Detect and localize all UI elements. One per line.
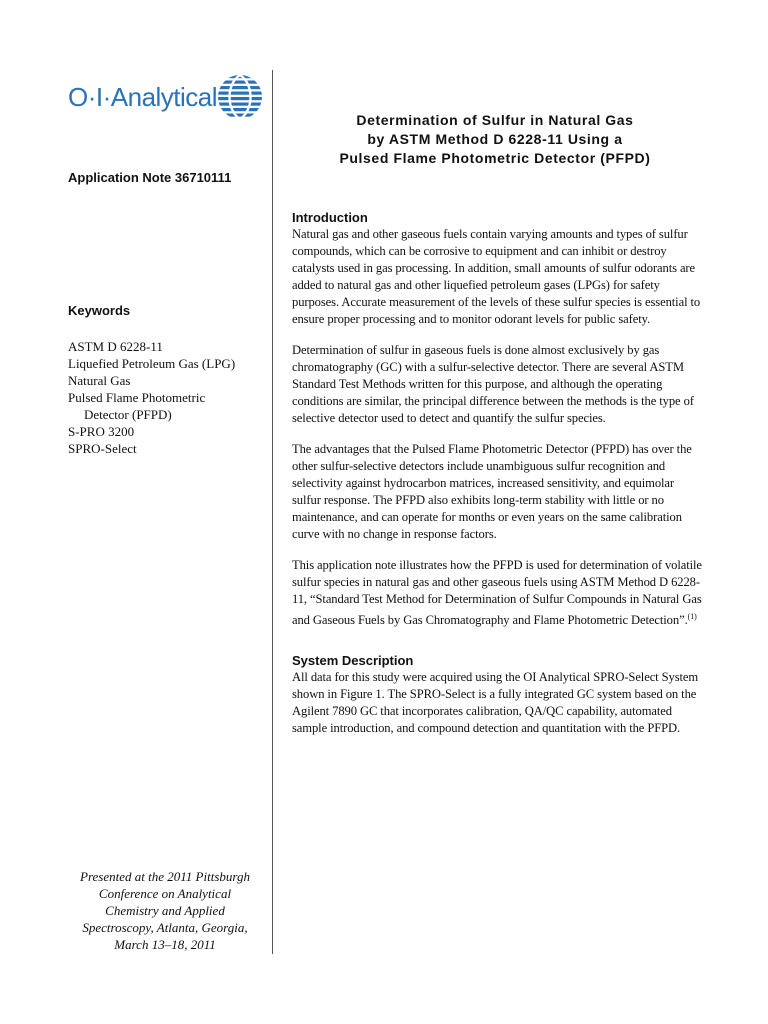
presentation-line: Chemistry and Applied [105,903,225,918]
keyword-item: Detector (PFPD) [84,407,172,422]
intro-paragraph-4 [292,557,704,629]
keyword-item: S-PRO 3200 [68,424,135,439]
intro-paragraph-2: Determination of sulfur in gaseous fuels is done almost exclusively by gas chromatography (GC) with a sulfur-selective detector. There are several ASTM Standard Test Methods written for this purpose, and although the operating conditions are similar, the principal difference between the methods is the type of selective detector used to detect and quantify the sulfur species. [292,343,694,425]
title-line: Determination of Sulfur in Natural Gas [356,112,634,128]
company-logo [68,70,268,124]
presentation-line: Presented at the 2011 Pittsburgh [80,869,250,884]
keywords-list [68,338,235,457]
intro-paragraph-4-text: This application note illustrates how the PFPD is used for determination of volatile sulfur species in natural gas and other gaseous fuels using ASTM Method D 6228-11, “Standard Test Method for Determination of Sulfur Compounds in Natural Gas and Gaseous Fuels by Gas Chromatography and Flame Photometric Detection”. [292,558,702,628]
presentation-note [62,868,268,953]
reference-marker: (1) [687,612,697,621]
system-paragraph-1: All data for this study were acquired using the OI Analytical SPRO-Select System shown in Figure 1. The SPRO-Select is a fully integrated GC system based on the Agilent 7890 GC that incorporates calibration, QA/QC capability, automated sample introduction, and compound detection and quantitation with the PFPD. [292,670,699,736]
title-line: Pulsed Flame Photometric Detector (PFPD) [339,150,651,166]
introduction-heading: Introduction [292,210,368,225]
presentation-line: March 13–18, 2011 [114,937,216,952]
system-description-heading: System Description [292,653,414,669]
presentation-line: Spectroscopy, Atlanta, Georgia, [82,920,248,935]
globe-logo-icon [216,70,268,124]
presentation-line: Conference on Analytical [98,886,232,901]
intro-paragraph-1: Natural gas and other gaseous fuels contain varying amounts and types of sulfur compounds, which can be corrosive to equipment and can inhibit or destroy catalysts used in gas processing. In addition, small amounts of sulfur odorants are added to natural gas and other liquefied petroleum gases (LPGs) for safety purposes. Accurate measurement of the levels of these sulfur species is essential to ensure proper processing and to monitor odorant levels for public safety. [292,227,701,326]
keyword-item: SPRO-Select [68,441,137,456]
keyword-item: Natural Gas [68,373,131,388]
keyword-item: Liquefied Petroleum Gas (LPG) [68,356,236,371]
keyword-item: ASTM D 6228-11 [68,339,163,354]
column-divider [272,70,273,954]
logo-text: O·I·Analytical [68,82,218,112]
application-note-number: Application Note 36710111 [68,170,232,185]
keywords-heading: Keywords [68,303,131,318]
title-line: by ASTM Method D 6228-11 Using a [367,131,623,147]
intro-paragraph-3: The advantages that the Pulsed Flame Photometric Detector (PFPD) has over the other sulfur-selective detectors include unambiguous sulfur recognition and selectivity against hydrocarbon matrices, increased sensitivity, and equimolar sulfur response. The PFPD also exhibits long-term stability with little or no maintenance, and can operate for months or even years on the same calibration curve with no change in response factors. [292,442,692,541]
keyword-item: Pulsed Flame Photometric [68,390,206,405]
main-content [292,209,704,751]
document-title [292,111,698,168]
